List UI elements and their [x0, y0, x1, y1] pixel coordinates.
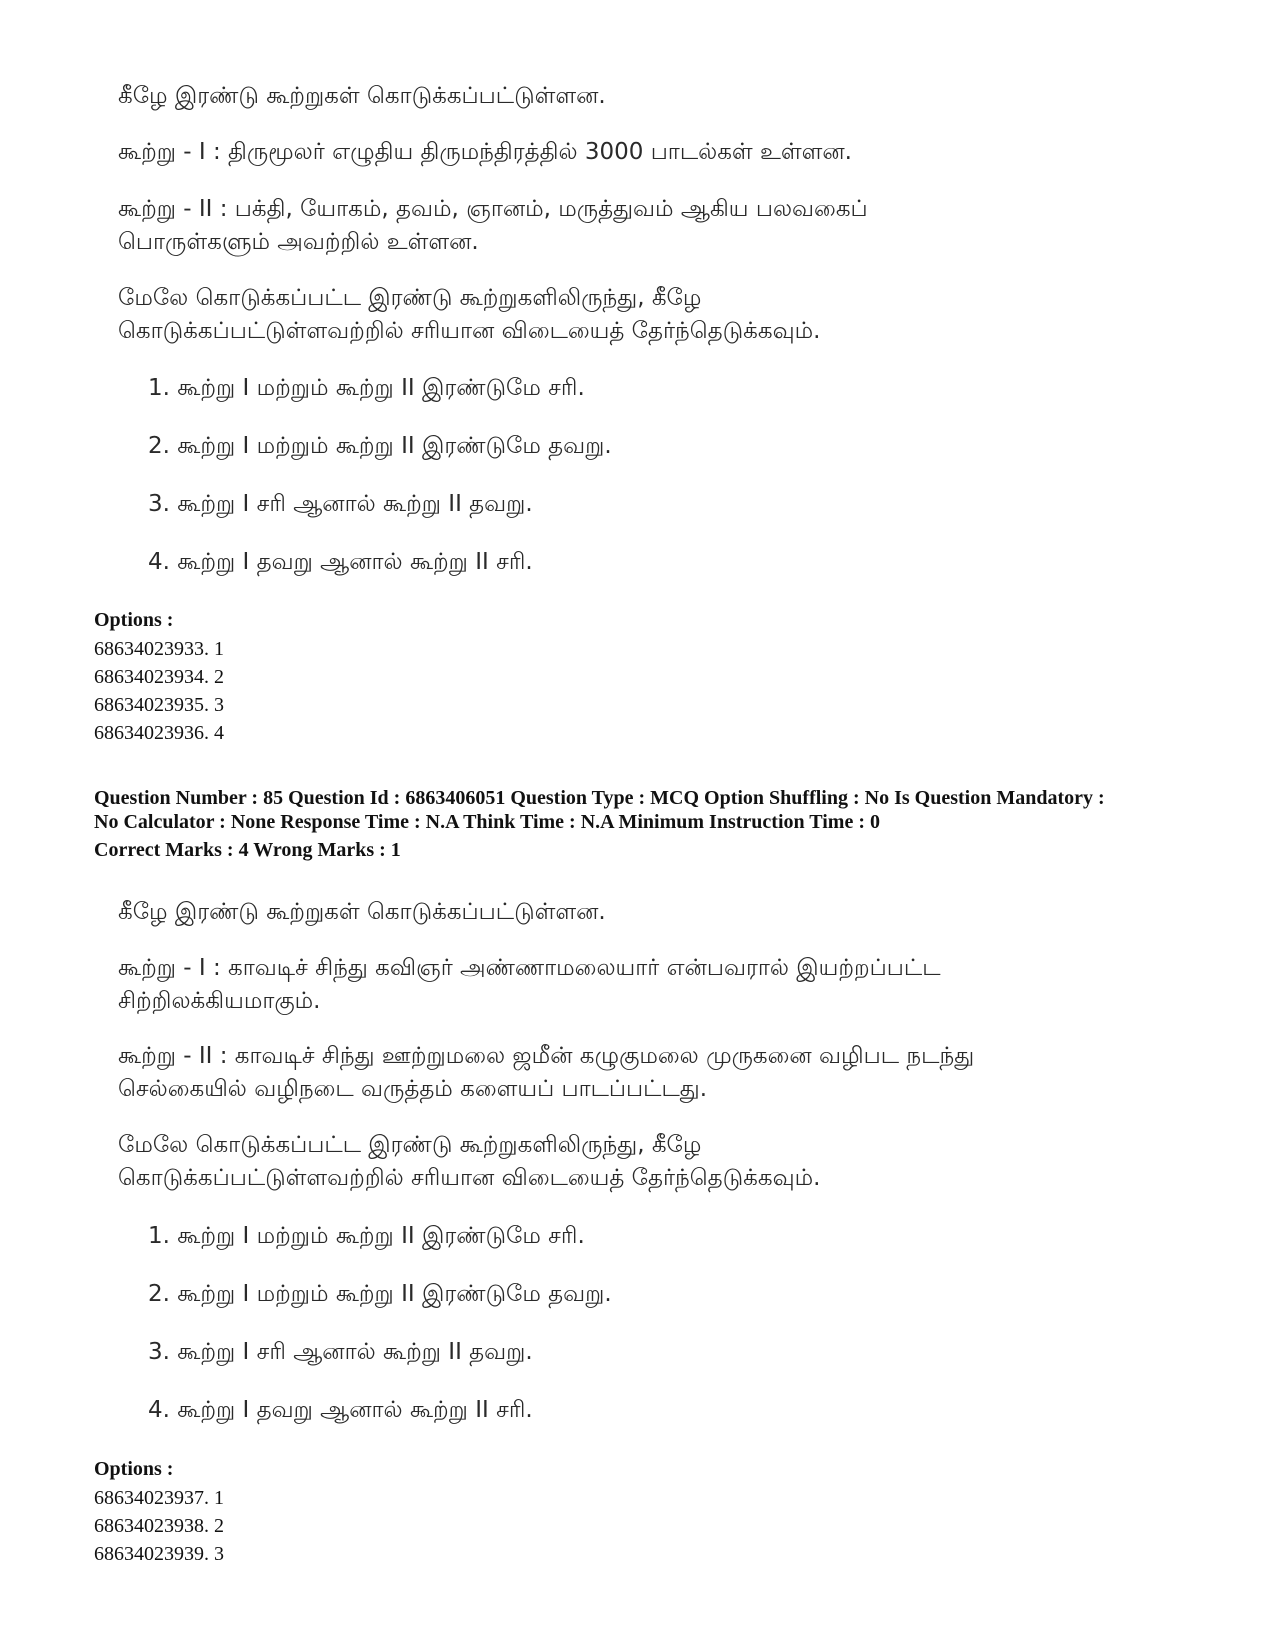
q85-meta-line-2: No Calculator : None Response Time : N.A Think Time : N.A Minimum Instruction Time : 0 [94, 811, 880, 833]
q84-choice-1: 1. கூற்று I மற்றும் கூற்று II இரண்டுமே சரி. [148, 375, 585, 401]
q84-option-2: 68634023934. 2 [94, 666, 224, 688]
q84-instruction-line-1: மேலே கொடுக்கப்பட்ட இரண்டு கூற்றுகளிலிருந்து, கீழே [118, 285, 702, 311]
q84-choice-4: 4. கூற்று I தவறு ஆனால் கூற்று II சரி. [148, 549, 533, 575]
q85-marks-line: Correct Marks : 4 Wrong Marks : 1 [94, 839, 401, 861]
q85-statement-1-line-1: கூற்று - I : காவடிச் சிந்து கவிஞர் அண்ணாமலையார் என்பவரால் இயற்றப்பட்ட [118, 955, 941, 981]
q85-choice-3: 3. கூற்று I சரி ஆனால் கூற்று II தவறு. [148, 1339, 533, 1365]
q84-option-3: 68634023935. 3 [94, 694, 224, 716]
q85-instruction-line-1: மேலே கொடுக்கப்பட்ட இரண்டு கூற்றுகளிலிருந்து, கீழே [118, 1132, 702, 1158]
q85-option-1: 68634023937. 1 [94, 1487, 224, 1509]
q84-statement-2-line-2: பொருள்களும் அவற்றில் உள்ளன. [118, 229, 479, 255]
q85-choice-1: 1. கூற்று I மற்றும் கூற்று II இரண்டுமே சரி. [148, 1223, 585, 1249]
q84-statement-1: கூற்று - I : திருமூலர் எழுதிய திருமந்திரத்தில் 3000 பாடல்கள் உள்ளன. [118, 139, 852, 165]
q85-option-2: 68634023938. 2 [94, 1515, 224, 1537]
q84-intro: கீழே இரண்டு கூற்றுகள் கொடுக்கப்பட்டுள்ளன. [118, 83, 606, 109]
q85-statement-2-line-2: செல்கையில் வழிநடை வருத்தம் களையப் பாடப்பட்டது. [118, 1076, 708, 1102]
q84-choice-2: 2. கூற்று I மற்றும் கூற்று II இரண்டுமே தவறு. [148, 433, 612, 459]
q85-statement-2-line-1: கூற்று - II : காவடிச் சிந்து ஊற்றுமலை ஜமீன் கழுகுமலை முருகனை வழிபட நடந்து [118, 1043, 975, 1069]
q84-option-1: 68634023933. 1 [94, 638, 224, 660]
q85-choice-4: 4. கூற்று I தவறு ஆனால் கூற்று II சரி. [148, 1397, 533, 1423]
q85-option-3: 68634023939. 3 [94, 1543, 224, 1565]
q85-meta-line-1: Question Number : 85 Question Id : 6863406051 Question Type : MCQ Option Shuffling : No Is Question Mandatory : [94, 787, 1105, 809]
q85-options-label: Options : [94, 1458, 174, 1480]
q84-instruction-line-2: கொடுக்கப்பட்டுள்ளவற்றில் சரியான விடையைத் தேர்ந்தெடுக்கவும். [118, 318, 821, 344]
q84-option-4: 68634023936. 4 [94, 722, 224, 744]
q84-choice-3: 3. கூற்று I சரி ஆனால் கூற்று II தவறு. [148, 491, 533, 517]
q85-intro: கீழே இரண்டு கூற்றுகள் கொடுக்கப்பட்டுள்ளன. [118, 899, 606, 925]
q84-statement-2-line-1: கூற்று - II : பக்தி, யோகம், தவம், ஞானம், மருத்துவம் ஆகிய பலவகைப் [118, 196, 868, 222]
q85-instruction-line-2: கொடுக்கப்பட்டுள்ளவற்றில் சரியான விடையைத் தேர்ந்தெடுக்கவும். [118, 1165, 821, 1191]
q84-options-label: Options : [94, 609, 174, 631]
q85-choice-2: 2. கூற்று I மற்றும் கூற்று II இரண்டுமே தவறு. [148, 1281, 612, 1307]
q85-statement-1-line-2: சிற்றிலக்கியமாகும். [118, 988, 321, 1014]
